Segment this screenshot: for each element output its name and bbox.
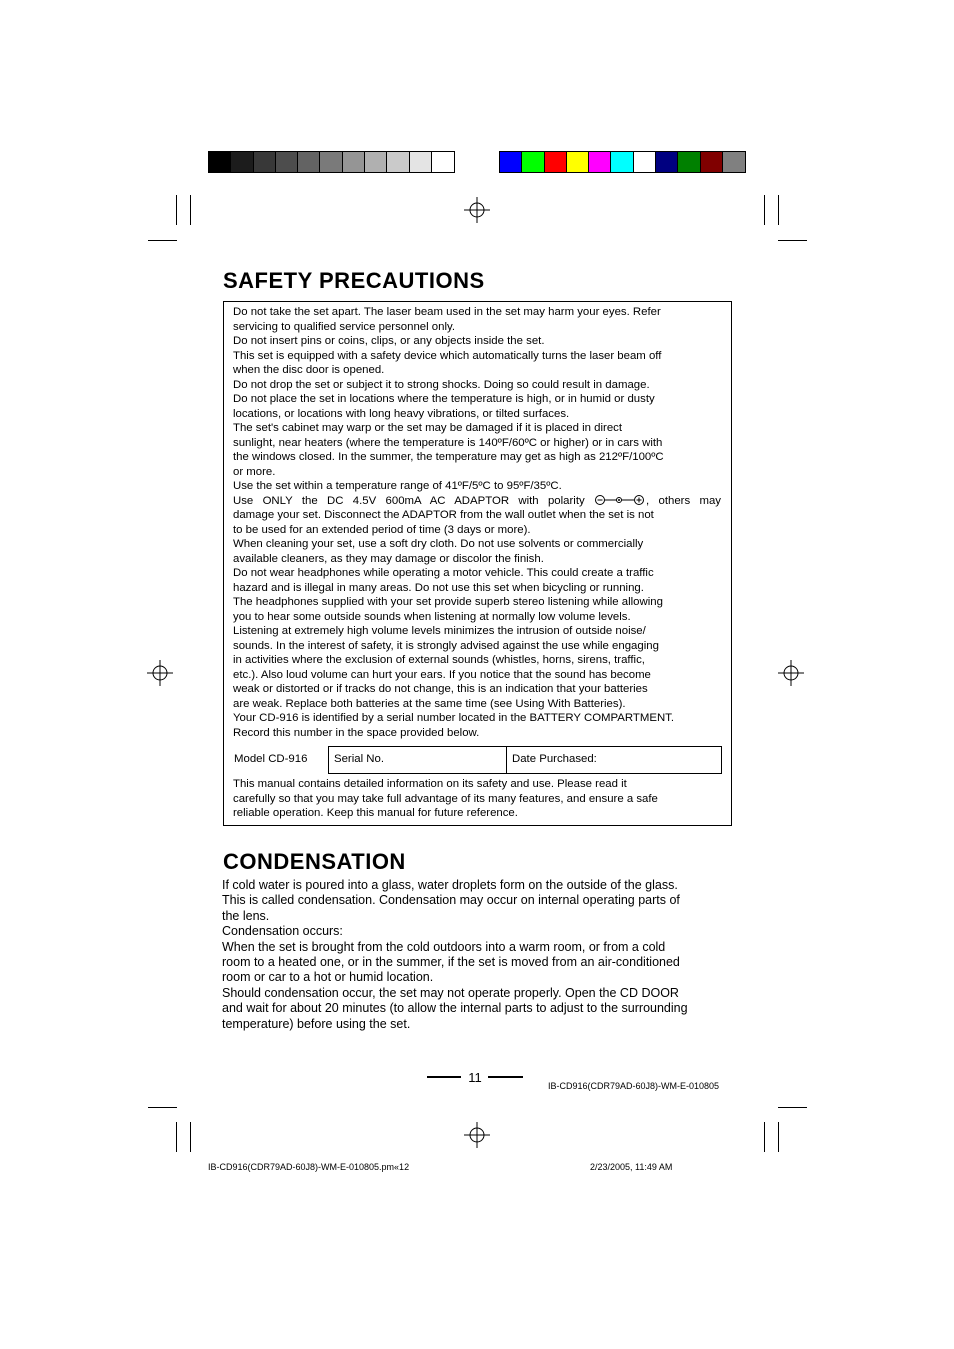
serial-record-row [224,746,731,776]
serial-number-field: Serial No. [329,747,507,773]
manual-note-line: carefully so that you may take full advantage of its many features, and ensure a safe [233,792,658,805]
crop-mark [764,195,765,225]
crop-mark [190,1122,191,1152]
grayscale-calibration-bar [208,151,455,173]
color-swatch [678,152,700,172]
condensation-line: This is called condensation. Condensation may occur on internal operating parts of [222,893,680,908]
crop-mark [778,1122,779,1152]
safety-line: you to hear some outside sounds when listening at normally low volume levels. [233,610,631,623]
manual-note [233,777,721,821]
safety-line: hazard and is illegal in many areas. Do not use this set when bicycling or running. [233,581,644,594]
condensation-line: the lens. [222,908,270,923]
crop-mark [148,1107,177,1108]
condensation-line: Condensation occurs: [222,924,343,939]
color-swatch [320,152,342,172]
color-swatch [231,152,253,172]
safety-line: servicing to qualified service personnel only. [233,320,456,333]
color-swatch [611,152,633,172]
safety-line: to be used for an extended period of time (3 days or more). [233,523,531,536]
color-swatch [500,152,522,172]
color-swatch [634,152,656,172]
color-swatch [656,152,678,172]
safety-line: sunlight, near heaters (where the temperature is 140ºF/60ºC or higher) or in cars with [233,436,663,449]
safety-line: available cleaners, as they may damage or discolor the finish. [233,552,544,565]
color-swatch [343,152,365,172]
safety-line: locations, or locations with long heavy vibrations, or tilted surfaces. [233,407,570,420]
crop-mark [190,195,191,225]
color-calibration-bar [499,151,746,173]
color-swatch [567,152,589,172]
crop-mark [176,1122,177,1152]
condensation-heading: CONDENSATION [223,849,406,874]
print-timestamp: 2/23/2005, 11:49 AM [590,1162,673,1172]
safety-line: etc.). Also loud volume can hurt your ears. If you notice that the sound has become [233,668,651,681]
file-name: IB-CD916(CDR79AD-60J8)-WM-E-010805.pm«12 [208,1162,410,1172]
date-purchased-field: Date Purchased: [512,753,597,765]
safety-line: Do not drop the set or subject it to strong shocks. Doing so could result in damage. [233,378,650,391]
color-swatch [723,152,745,172]
color-swatch [209,152,231,172]
safety-line: Record this number in the space provided below. [233,726,480,739]
safety-line: or more. [233,465,276,478]
safety-line: Use the set within a temperature range of 41ºF/5ºC to 95ºF/35ºC. [233,480,562,492]
condensation-text [222,878,732,1032]
color-swatch [410,152,432,172]
safety-line: Do not wear headphones while operating a motor vehicle. This could create a traffic [233,567,654,579]
condensation-line: and wait for about 20 minutes (to allow the internal parts to adjust to the surrounding [222,1001,688,1016]
color-swatch [254,152,276,172]
registration-mark-icon [147,660,173,686]
condensation-line: room or car to a hot or humid location. [222,970,434,985]
condensation-line: temperature) before using the set. [222,1016,411,1031]
color-swatch [522,152,544,172]
safety-line: Listening at extremely high volume levels minimizes the intrusion of outside noise/ [233,625,646,637]
registration-mark-icon [464,1122,490,1148]
safety-line: This set is equipped with a safety device which automatically turns the laser beam off [233,349,662,362]
safety-line: damage your set. Disconnect the ADAPTOR from the wall outlet when the set is not [233,509,654,521]
safety-text [233,305,721,740]
color-swatch [545,152,567,172]
adaptor-line-before: Use ONLY the DC 4.5V 600mA AC ADAPTOR with polarity [233,494,585,507]
safety-line: The set's cabinet may warp or the set may be damaged if it is placed in direct [233,422,623,434]
safety-line: sounds. In the interest of safety, it is strongly advised against the use while engaging [233,639,659,652]
dc-polarity-icon [594,494,646,506]
condensation-line: room to a heated one, or in the summer, if the set is moved from an air-conditioned [222,955,680,970]
safety-line: Do not take the set apart. The laser beam used in the set may harm your eyes. Refer [233,306,661,318]
color-swatch [276,152,298,172]
crop-mark [778,195,779,225]
color-swatch [298,152,320,172]
color-swatch [365,152,387,172]
crop-mark [778,240,807,241]
crop-mark [764,1122,765,1152]
safety-line: The headphones supplied with your set provide superb stereo listening while allowing [233,596,663,608]
model-label: Model CD-916 [234,753,308,765]
adaptor-line [233,494,721,509]
safety-line: weak or distorted or if tracks do not change, this is an indication that your batteries [233,683,648,695]
crop-mark [176,195,177,225]
page-number: 11 [468,1070,482,1085]
crop-mark [778,1107,807,1108]
safety-line: Your CD-916 is identified by a serial number located in the BATTERY COMPARTMENT. [233,712,675,724]
adaptor-line-after: , others may [646,494,721,507]
safety-line: are weak. Replace both batteries at the same time (see Using With Batteries). [233,697,626,710]
document-code: IB-CD916(CDR79AD-60J8)-WM-E-010805 [548,1081,720,1091]
color-swatch [589,152,611,172]
registration-mark-icon [778,660,804,686]
color-swatch [701,152,723,172]
condensation-line: If cold water is poured into a glass, water droplets form on the outside of the glass. [222,878,678,892]
safety-line: When cleaning your set, use a soft dry cloth. Do not use solvents or commercially [233,538,644,550]
safety-precautions-box [223,301,732,826]
safety-precautions-heading: SAFETY PRECAUTIONS [223,268,485,293]
safety-line: Do not place the set in locations where the temperature is high, or in humid or dusty [233,393,655,405]
registration-mark-icon [464,197,490,223]
safety-line: the windows closed. In the summer, the temperature may get as high as 212ºF/100ºC [233,451,664,463]
color-swatch [387,152,409,172]
manual-note-line: This manual contains detailed information on its safety and use. Please read it [233,778,627,790]
condensation-line: Should condensation occur, the set may not operate properly. Open the CD DOOR [222,985,679,1000]
safety-line: in activities where the exclusion of external sounds (whistles, horns, sirens, traffic, [233,654,645,666]
crop-mark [148,240,177,241]
color-swatch [432,152,454,172]
manual-note-line: reliable operation. Keep this manual for future reference. [233,807,518,819]
safety-line: when the disc door is opened. [233,364,385,376]
safety-line: Do not insert pins or coins, clips, or any objects inside the set. [233,335,545,347]
condensation-line: When the set is brought from the cold outdoors into a warm room, or from a cold [222,939,666,954]
serial-record-table [328,746,722,774]
